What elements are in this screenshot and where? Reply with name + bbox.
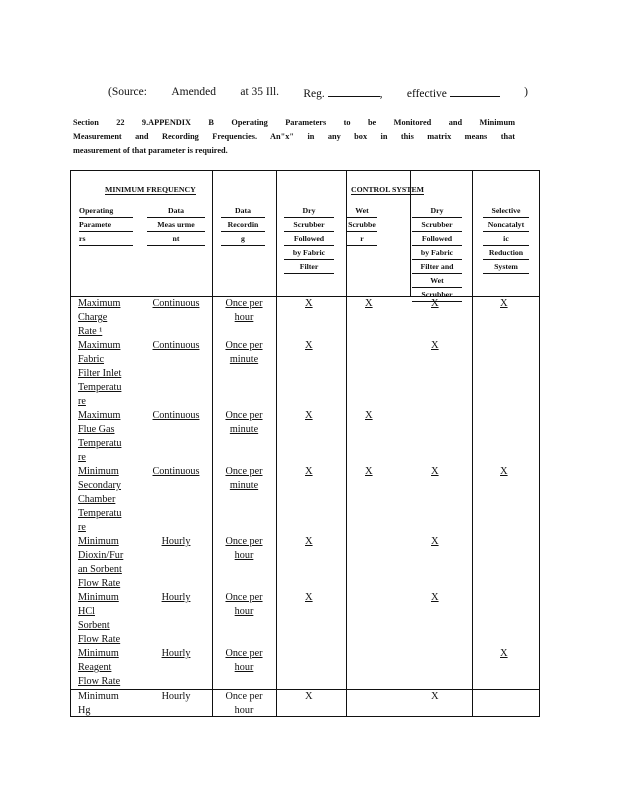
parameter-line: Charge — [78, 312, 108, 323]
section-heading — [73, 116, 515, 158]
recording-cell — [216, 535, 272, 563]
column-header — [147, 204, 205, 246]
heading-line-3: measurement of that parameter is required. — [73, 146, 228, 155]
x-mark-sncr: X — [500, 466, 508, 477]
x-mark-drywet: X — [431, 466, 439, 477]
parameter-line: Reagent — [78, 662, 112, 673]
recording-line: hour — [234, 662, 254, 673]
x-mark-drywet: X — [431, 340, 439, 351]
x-mark-wet: X — [365, 298, 373, 309]
control-system-header: CONTROL SYSTEM — [351, 185, 425, 194]
column-header-line: by Fabric — [412, 246, 462, 260]
parameter-line: Maximum — [78, 410, 121, 421]
column-header-line: Dry — [284, 204, 334, 218]
column-header-line: Noncatalyt — [483, 218, 529, 232]
parameter-line: Rate ¹ — [78, 326, 103, 337]
recording-cell — [216, 690, 272, 718]
parameter-cell — [78, 409, 136, 465]
source-reg: Reg. , — [303, 88, 383, 100]
parameter-line: Maximum — [78, 298, 121, 309]
measurement-cell: Hourly — [161, 592, 191, 603]
column-header-line: Filter — [284, 260, 334, 274]
column-header-line: Dry — [412, 204, 462, 218]
parameter-line: Minimum — [78, 691, 119, 702]
column-header-line: r — [347, 232, 377, 246]
parameter-cell — [78, 339, 136, 409]
measurement-cell: Hourly — [161, 691, 191, 702]
column-header-line: Meas urme — [147, 218, 205, 232]
parameter-line: Sorbent — [78, 620, 110, 631]
x-mark-wet: X — [365, 466, 373, 477]
column-header-line: Reduction — [483, 246, 529, 260]
x-mark-dry: X — [305, 691, 313, 702]
recording-cell — [216, 591, 272, 619]
measurement-cell: Hourly — [161, 536, 191, 547]
column-header-line: g — [221, 232, 265, 246]
x-mark-drywet: X — [431, 298, 439, 309]
parameter-cell — [78, 297, 136, 339]
recording-cell — [216, 339, 272, 367]
column-header-line: Scrubber — [412, 218, 462, 232]
parameter-line: re — [78, 452, 86, 463]
parameter-line: Filter Inlet — [78, 368, 122, 379]
column-header-line: rs — [79, 232, 133, 246]
x-mark-sncr: X — [500, 298, 508, 309]
column-header — [412, 204, 462, 302]
recording-line: Once per — [225, 410, 263, 421]
x-mark-drywet: X — [431, 536, 439, 547]
column-header-line: Operating — [79, 204, 133, 218]
parameter-line: Minimum — [78, 592, 119, 603]
minimum-frequency-header: MINIMUM FREQUENCY — [105, 185, 196, 194]
column-header-line: System — [483, 260, 529, 274]
recording-line: Once per — [225, 536, 263, 547]
parameter-line: re — [78, 522, 86, 533]
parameter-line: Fabric — [78, 354, 105, 365]
recording-line: Once per — [225, 466, 263, 477]
column-header-line: nt — [147, 232, 205, 246]
column-header-line: Data — [221, 204, 265, 218]
column-header — [347, 204, 377, 246]
x-mark-dry: X — [305, 592, 313, 603]
parameter-line: HCl — [78, 606, 95, 617]
measurement-cell: Continuous — [152, 410, 200, 421]
recording-line: hour — [234, 606, 254, 617]
column-header — [221, 204, 265, 246]
recording-cell — [216, 465, 272, 493]
parameter-line: Flow Rate — [78, 578, 121, 589]
recording-cell — [216, 647, 272, 675]
recording-line: Once per — [225, 691, 263, 702]
recording-line: Once per — [225, 298, 263, 309]
x-mark-dry: X — [305, 340, 313, 351]
measurement-cell: Continuous — [152, 466, 200, 477]
recording-cell — [216, 297, 272, 325]
column-header-line: Followed — [412, 232, 462, 246]
parameter-line: Minimum — [78, 648, 119, 659]
x-mark-dry: X — [305, 410, 313, 421]
recording-line: Once per — [225, 648, 263, 659]
parameter-line: Dioxin/Fur — [78, 550, 124, 561]
column-header — [483, 204, 529, 274]
x-mark-dry: X — [305, 466, 313, 477]
source-open: (Source: — [108, 86, 147, 98]
parameter-line: Temperatu — [78, 382, 122, 393]
column-header-line: Data — [147, 204, 205, 218]
source-note — [108, 86, 528, 100]
parameter-line: re — [78, 396, 86, 407]
column-header-line: by Fabric — [284, 246, 334, 260]
parameter-line: an Sorbent — [78, 564, 122, 575]
parameter-line: Flue Gas — [78, 424, 115, 435]
source-close: ) — [524, 86, 528, 98]
column-header-line: Filter and — [412, 260, 462, 274]
parameter-line: Flow Rate — [78, 676, 121, 687]
x-mark-dry: X — [305, 536, 313, 547]
recording-line: Once per — [225, 592, 263, 603]
recording-line: minute — [229, 480, 259, 491]
parameter-cell — [78, 690, 136, 718]
column-header-line: Recordin — [221, 218, 265, 232]
parameter-line: Hg — [78, 705, 91, 716]
source-effective: effective — [407, 86, 500, 100]
source-at: at 35 Ill. — [240, 86, 280, 98]
column-header-line: Wet — [347, 204, 377, 218]
column-header-line: ic — [483, 232, 529, 246]
recording-line: Once per — [225, 340, 263, 351]
x-mark-sncr: X — [500, 648, 508, 659]
parameter-line: Chamber — [78, 494, 116, 505]
x-mark-drywet: X — [431, 691, 439, 702]
recording-cell — [216, 409, 272, 437]
measurement-cell: Continuous — [152, 298, 200, 309]
column-header-line: Scrubbe — [347, 218, 377, 232]
column-header-line: Scrubber — [412, 288, 462, 302]
column-header — [284, 204, 334, 274]
x-mark-wet: X — [365, 410, 373, 421]
recording-line: minute — [229, 424, 259, 435]
x-mark-dry: X — [305, 298, 313, 309]
column-header-line: Selective — [483, 204, 529, 218]
parameter-line: Secondary — [78, 480, 121, 491]
parameter-cell — [78, 647, 136, 689]
column-header-line: Wet — [412, 274, 462, 288]
heading-line-2: Measurement and Recording Frequencies. An"x" in any box in this matrix means that — [73, 132, 515, 141]
heading-line-1: Section 22 9.APPENDIX B Operating Parameters to be Monitored and Minimum — [73, 118, 515, 127]
measurement-cell: Continuous — [152, 340, 200, 351]
source-amended: Amended — [171, 86, 217, 98]
column-header-line: Followed — [284, 232, 334, 246]
measurement-cell: Hourly — [161, 648, 191, 659]
parameter-cell — [78, 591, 136, 647]
parameter-line: Minimum — [78, 466, 119, 477]
column-header — [79, 204, 133, 246]
parameter-line: Temperatu — [78, 438, 122, 449]
recording-line: hour — [234, 705, 254, 716]
parameter-cell — [78, 535, 136, 591]
parameter-line: Flow Rate — [78, 634, 121, 645]
recording-line: hour — [234, 550, 254, 561]
recording-line: minute — [229, 354, 259, 365]
parameter-cell — [78, 465, 136, 535]
x-mark-drywet: X — [431, 592, 439, 603]
parameter-line: Maximum — [78, 340, 121, 351]
column-header-line: Scrubber — [284, 218, 334, 232]
parameter-line: Minimum — [78, 536, 119, 547]
parameter-line: Temperatu — [78, 508, 122, 519]
column-header-line: Paramete — [79, 218, 133, 232]
parameters-table — [70, 170, 540, 717]
recording-line: hour — [234, 312, 254, 323]
